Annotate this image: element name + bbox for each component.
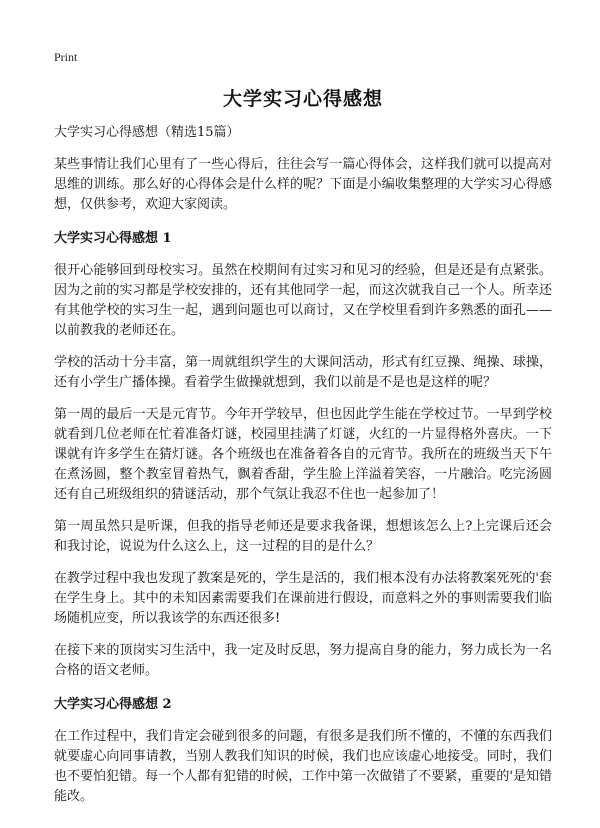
section1-paragraph-2: 学校的活动十分丰富，第一周就组织学生的大课间活动，形式有红豆操、绳操、球操，还有小学生广播体操。看着学生做操就想到，我们以前是不是也是这样的呢？ (54, 355, 552, 390)
document-title: 大学实习心得感想 (222, 88, 383, 110)
section1-paragraph-3: 第一周的最后一天是元宵节。今年开学较早，但也因此学生能在学校过节。一早到学校就看到几位老师在忙着准备灯谜，校园里挂满了灯谜，火红的一片显得格外喜庆。一下课就有许多学生在猜灯谜。各个班级也在准备着各自的元宵节。我所在的班级当天下午在煮汤圆，整个教室冒着热气，飘着香甜，学生脸上洋溢着笑容，一片融洽。吃完汤圆还有自己班级组织的猜谜活动，那个气氛让我忍不住也一起参加了！ (54, 407, 552, 502)
section2-paragraph-1: 在工作过程中，我们肯定会碰到很多的问题，有很多是我们所不懂的，不懂的东西我们就要虚心向同事请教，当别人教我们知识的时候，我们也应该虚心地接受。同时，我们也不要怕犯错。每一个人都有犯错的时候，工作中第一次做错了不要紧，重要的'是知错能改。 (54, 729, 552, 804)
section-heading-1: 大学实习心得感想 1 (54, 231, 172, 246)
document-subtitle: 大学实习心得感想（精选15篇） (54, 125, 240, 140)
section1-paragraph-6: 在接下来的顶岗实习生活中，我一定及时反思，努力提高自身的能力，努力成长为一名合格的语文老师。 (54, 643, 552, 678)
section1-paragraph-4: 第一周虽然只是听课，但我的指导老师还是要求我备课，想想该怎么上?上完课后还会和我讨论，说说为什么这么上，这一过程的目的是什么？ (54, 519, 552, 554)
section1-paragraph-5: 在教学过程中我也发现了教案是死的，学生是活的，我们根本没有办法将教案死死的'套在学生身上。其中的未知因素需要我们在课前进行假设，而意料之外的事则需要我们临场随机应变，所以我该学的东西还很多! (54, 571, 552, 626)
intro-paragraph: 某些事情让我们心里有了一些心得后，往往会写一篇心得体会，这样我们就可以提高对思维的训练。那么好的心得体会是什么样的呢？下面是小编收集整理的大学实习心得感想，仅供参考，欢迎大家阅读。 (54, 157, 552, 212)
print-link[interactable]: Print (54, 50, 78, 64)
section-heading-2: 大学实习心得感想 2 (54, 697, 172, 712)
section1-paragraph-1: 很开心能够回到母校实习。虽然在校期间有过实习和见习的经验，但是还是有点紧张。因为之前的实习都是学校安排的，还有其他同学一起，而这次就我自己一个人。所幸还有其他学校的实习生一起，遇到问题也可以商讨，又在学校里看到许多熟悉的面孔——以前教我的老师还在。 (54, 263, 552, 338)
